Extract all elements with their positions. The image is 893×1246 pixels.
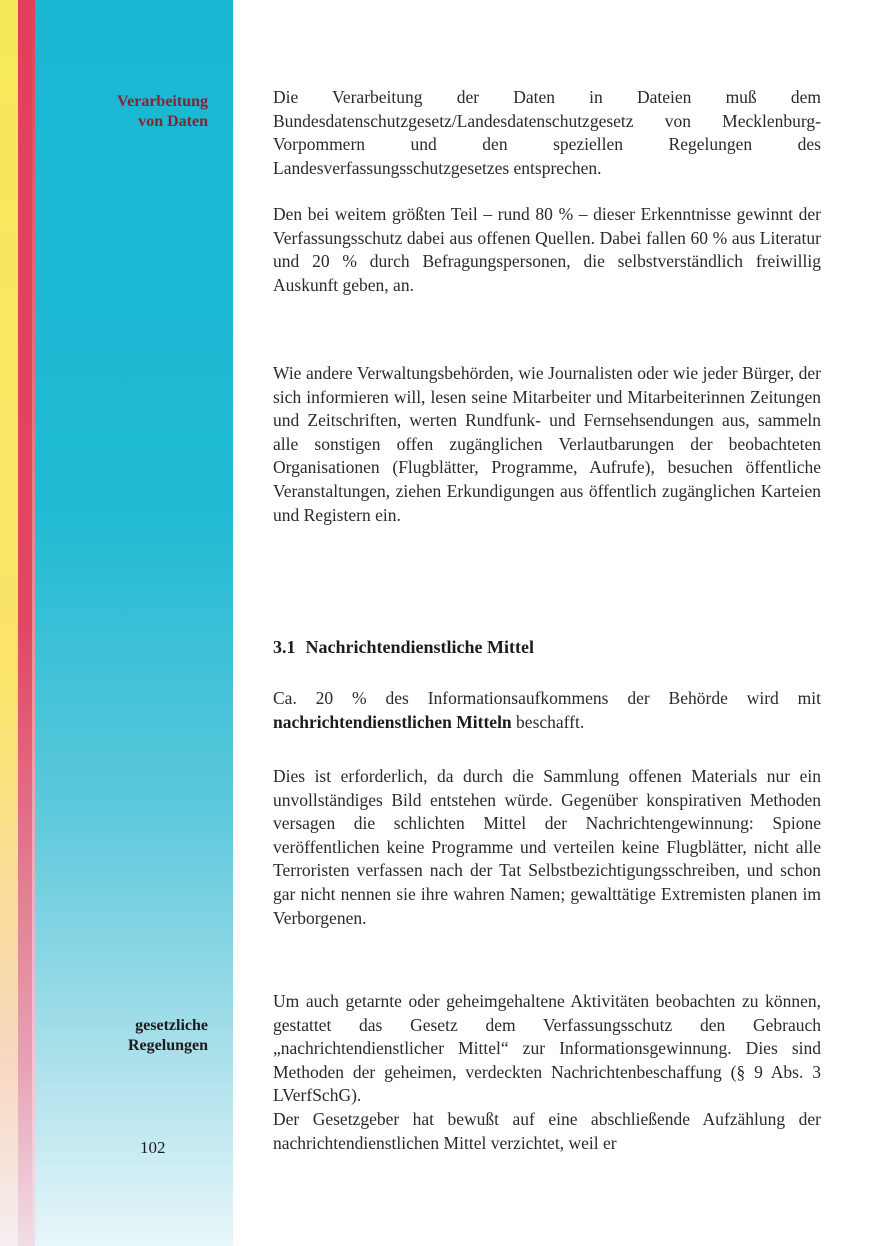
yellow-stripe	[0, 0, 18, 1246]
section-title: Nachrichtendienstliche Mittel	[305, 637, 534, 657]
margin-note-line: gesetzliche	[135, 1017, 208, 1034]
margin-note-line: von Daten	[138, 113, 208, 130]
emphasis-term: nachrichtendienstlichen Mitteln	[273, 711, 512, 732]
paragraph-2: Den bei weitem größten Teil – rund 80 % – dieser Erkenntnisse gewinnt der Verfassungsschutz dabei aus offenen Quellen. Dabei fallen 60 % aus Literatur und 20 % durch Befragungspersonen, die selbstverständlich freiwillig Auskunft geben, an.	[273, 204, 821, 295]
margin-note-verarbeitung	[0, 92, 208, 132]
margin-note-line: Verarbeitung	[117, 93, 208, 110]
paragraph-4-end: beschafft.	[511, 711, 585, 732]
page-number: 102	[140, 1138, 166, 1157]
section-heading	[273, 637, 534, 658]
paragraph-6	[273, 990, 821, 1155]
stripe-edge	[32, 0, 35, 1246]
section-number: 3.1	[273, 637, 296, 657]
paragraph-4	[273, 687, 821, 734]
paragraph-6-part-b: Der Gesetzgeber hat bewußt auf eine abschließende Aufzählung der nachrichtendienstlichen Mittel verzichtet, weil er	[273, 1108, 821, 1153]
paragraph-6-part-a: Um auch getarnte oder geheimgehaltene Aktivitäten beobachten zu können, gestattet das Gesetz dem Verfassungsschutz den Gebrauch „nachrichtendienstlicher Mittel“ zur Informationsgewinnung. Dies sind Methoden der geheimen, verdeckten Nachrichtenbeschaffung (§ 9 Abs. 3 LVerfSchG).	[273, 991, 821, 1106]
paragraph-5: Dies ist erforderlich, da durch die Sammlung offenen Materials nur ein unvollständiges Bild entstehen würde. Gegenüber konspirativen Methoden versagen die schlichten Mittel der Nachrichtengewinnung: Spione veröffentlichen keine Programme und verteilen keine Flugblätter, nicht alle Terroristen verfassen nach der Tat Selbstbezichtigungsschreiben, und schon gar nicht nennen sie ihre wahren Namen; gewalttätige Extremisten planen im Verborgenen.	[273, 766, 821, 928]
paragraph-3: Wie andere Verwaltungsbehörden, wie Journalisten oder wie jeder Bürger, der sich informieren will, lesen seine Mitarbeiter und Mitarbeiterinnen Zeitungen und Zeitschriften, werten Rundfunk- und Fernsehsendungen aus, sammeln alle sonstigen offen zugänglichen Verlautbarungen der beobachteten Organisationen (Flugblätter, Programme, Aufrufe), besuchen öffentliche Veranstaltungen, ziehen Erkundigungen aus öffentlich zugänglichen Karteien und Registern ein.	[273, 363, 821, 525]
margin-note-line: Regelungen	[128, 1037, 208, 1054]
paragraph-1: Die Verarbeitung der Daten in Dateien muß dem Bundesdatenschutzgesetz/Landesdatenschutzgesetz von Mecklenburg-Vorpommern und den speziellen Regelungen des Landesverfassungsschutzgesetzes entsprechen.	[273, 87, 821, 178]
paragraph-4-start: Ca. 20 % des Informationsaufkommens der Behörde wird mit	[273, 688, 821, 708]
red-stripe	[18, 0, 32, 1246]
margin-note-regelungen	[0, 1016, 208, 1056]
